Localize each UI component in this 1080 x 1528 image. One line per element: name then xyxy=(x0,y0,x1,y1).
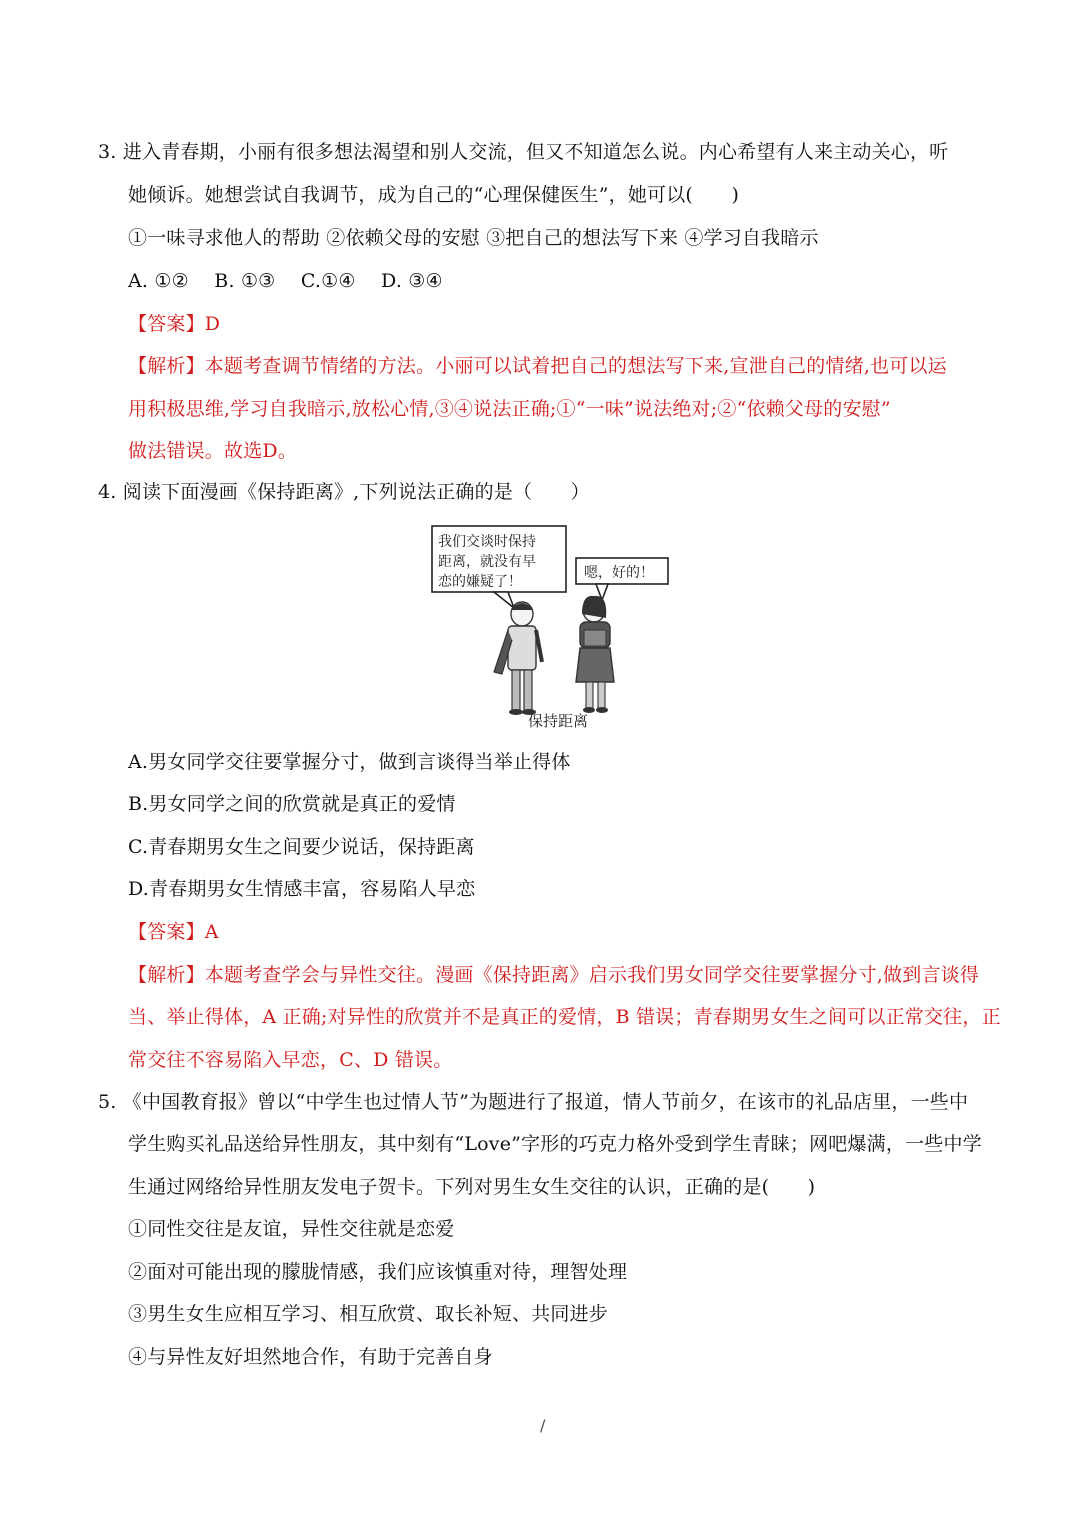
q4-analysis-line1: 【解析】本题考查学会与异性交往。漫画《保持距离》启示我们男女同学交往要掌握分寸,做到言谈得 xyxy=(128,964,980,986)
boy-figure xyxy=(494,602,542,715)
page-footer: / xyxy=(540,1416,546,1435)
q5-stem-line1: 5. 《中国教育报》曾以“中学生也过情人节”为题进行了报道，情人节前夕，在该市的礼品店里，一些中 xyxy=(98,1091,969,1113)
q4-option-c: C.青春期男女生之间要少说话，保持距离 xyxy=(128,836,475,858)
q4-option-a: A.男女同学交往要掌握分寸，做到言谈得当举止得体 xyxy=(128,751,571,773)
q3-answer: 【答案】D xyxy=(128,313,221,335)
girl-bubble-text: 嗯，好的！ xyxy=(584,565,654,581)
q3-analysis-line1: 【解析】本题考查调节情绪的方法。小丽可以试着把自己的想法写下来,宣泄自己的情绪,也可以运 xyxy=(128,355,947,377)
q5-item1: ①同性交往是友谊，异性交往就是恋爱 xyxy=(128,1218,455,1240)
boy-bubble-tail xyxy=(494,592,514,608)
q5-stem-line3: 生通过网络给异性朋友发电子贺卡。下列对男生女生交往的认识，正确的是( ) xyxy=(128,1176,816,1198)
q3-stem-line2: 她倾诉。她想尝试自我调节，成为自己的“心理保健医生”，她可以( ) xyxy=(128,184,740,206)
q5-item2: ②面对可能出现的朦胧情感，我们应该慎重对待，理智处理 xyxy=(128,1261,628,1283)
q3-items: ①一味寻求他人的帮助 ②依赖父母的安慰 ③把自己的想法写下来 ④学习自我暗示 xyxy=(128,227,819,249)
q4-option-d: D.青春期男女生情感丰富，容易陷人早恋 xyxy=(128,878,476,900)
q3-analysis-line2: 用积极思维,学习自我暗示,放松心情,③④说法正确;①“一味”说法绝对;②“依赖父母的安慰” xyxy=(128,398,891,420)
comic-illustration xyxy=(428,522,674,730)
comic-keep-distance xyxy=(428,522,674,730)
girl-figure xyxy=(576,596,614,713)
q3-analysis-line3: 做法错误。故选D。 xyxy=(128,440,298,462)
q3-stem-line1: 3. 进入青春期，小丽有很多想法渴望和别人交流，但又不知道怎么说。内心希望有人来主动关心，听 xyxy=(98,141,949,163)
q5-item4: ④与异性友好坦然地合作，有助于完善自身 xyxy=(128,1346,493,1368)
comic-caption: 保持距离 xyxy=(528,712,589,730)
boy-bubble-line3: 恋的嫌疑了！ xyxy=(438,574,522,590)
q3-options: A. ①② B. ①③ C.①④ D. ③④ xyxy=(128,270,443,292)
q4-option-b: B.男女同学之间的欣赏就是真正的爱情 xyxy=(128,793,456,815)
boy-bubble-line2: 距离，就没有早 xyxy=(438,554,536,570)
q4-analysis-line2: 当、举止得体，A 正确;对异性的欣赏并不是真正的爱情，B 错误；青春期男女生之间可以正常交往，正 xyxy=(128,1006,1001,1028)
q4-stem: 4. 阅读下面漫画《保持距离》,下列说法正确的是（ ） xyxy=(98,481,590,503)
q4-analysis-line3: 常交往不容易陷入早恋，C、D 错误。 xyxy=(128,1049,453,1071)
q5-stem-line2: 学生购买礼品送给异性朋友，其中刻有“Love”字形的巧克力格外受到学生青睐；网吧爆满，一些中学 xyxy=(128,1133,982,1155)
q4-answer: 【答案】A xyxy=(128,921,219,943)
boy-bubble-line1: 我们交谈时保持 xyxy=(438,534,536,550)
q5-item3: ③男生女生应相互学习、相互欣赏、取长补短、共同进步 xyxy=(128,1303,609,1325)
